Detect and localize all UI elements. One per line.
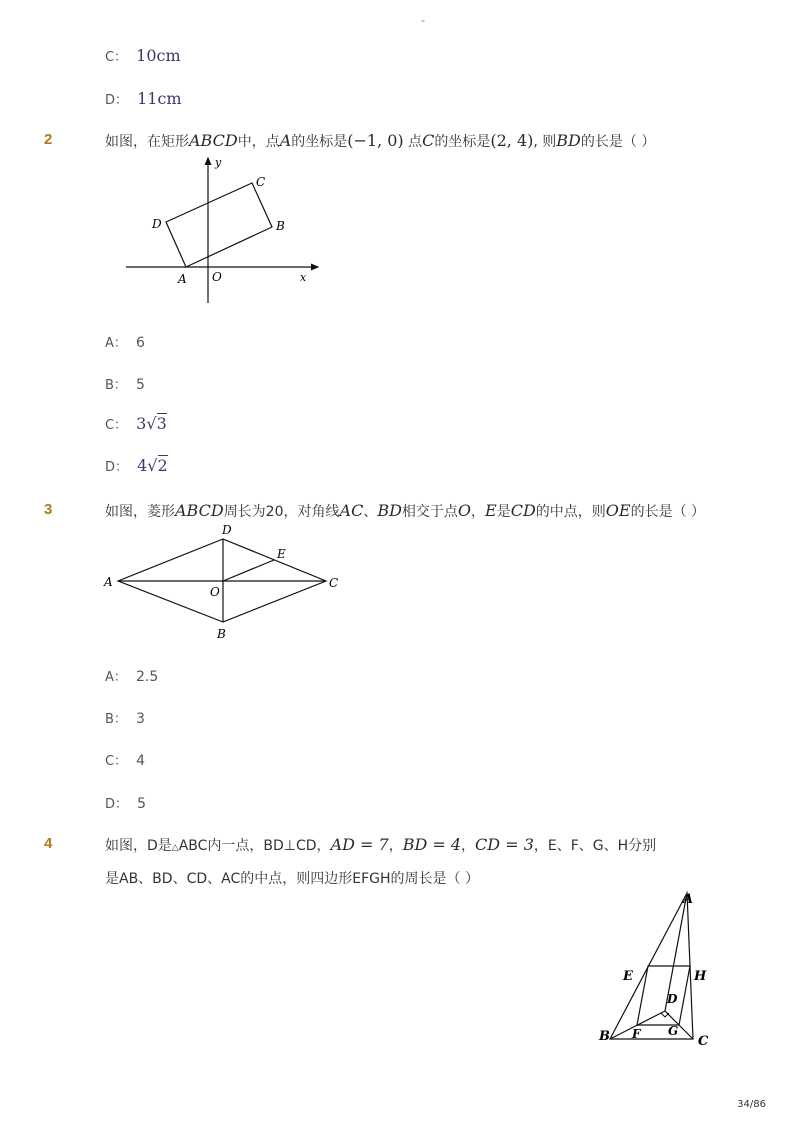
option-letter: C： <box>105 418 128 433</box>
math-segment: CD <box>510 501 536 520</box>
label-c: C <box>329 576 339 590</box>
text-segment: 的坐标是 <box>291 134 348 150</box>
math-segment: OE <box>605 501 631 520</box>
option-letter: C： <box>105 754 128 769</box>
math-segment: AC <box>339 501 364 520</box>
option-letter: D： <box>105 93 129 108</box>
option-value: 11cm <box>137 89 182 108</box>
q2-option-a <box>105 332 145 351</box>
label-c: C <box>698 1034 709 1049</box>
label-b: B <box>276 219 285 233</box>
math-segment: E <box>485 501 497 520</box>
page-top-mark: - <box>421 14 425 27</box>
label-b: B <box>599 1029 610 1044</box>
math-segment: (−1, 0) <box>347 131 404 150</box>
option-value: 6 <box>136 335 145 351</box>
question-3-text <box>105 501 705 521</box>
math-segment: C <box>422 131 435 150</box>
option-letter: A： <box>105 670 127 685</box>
rectangle-abcd <box>166 183 272 267</box>
text-segment: 、 <box>363 504 378 520</box>
q3-option-b <box>105 708 145 727</box>
text-segment: 如图，D是 <box>105 838 172 854</box>
question-number: 4 <box>44 835 53 852</box>
q3-option-a <box>105 666 158 685</box>
label-g: G <box>668 1024 679 1038</box>
text-segment: 的长是（ ） <box>580 134 656 150</box>
triangle-midpoint-figure <box>595 885 720 1050</box>
question-4-text-line2: 是AB、BD、CD、AC的中点，则四边形EFGH的周长是（ ） <box>105 871 479 887</box>
math-segment: O <box>457 501 472 520</box>
option-coefficient: 4 <box>137 456 148 475</box>
option-letter: A： <box>105 336 127 351</box>
text-segment: ，E、F、G、H分别 <box>533 838 657 854</box>
option-value: 4 <box>136 753 146 769</box>
text-segment: 如图，菱形 <box>105 504 175 520</box>
label-h: H <box>694 969 707 984</box>
prev-option-c <box>105 46 181 65</box>
label-o: O <box>210 585 220 599</box>
triangle-symbol: △ <box>171 843 179 853</box>
question-number: 2 <box>44 131 53 148</box>
label-o: O <box>212 270 222 284</box>
q3-option-d <box>105 793 146 812</box>
text-segment: ， <box>388 838 403 854</box>
label-d: D <box>222 523 232 537</box>
right-angle-mark <box>661 1013 669 1017</box>
prev-option-d <box>105 89 182 108</box>
option-letter: D： <box>105 797 129 812</box>
option-value: 10cm <box>136 46 181 65</box>
label-c: C <box>256 175 266 189</box>
text-segment: 如图，在矩形 <box>105 134 189 150</box>
option-letter: B： <box>105 712 127 727</box>
label-b: B <box>217 627 226 641</box>
q2-option-c <box>105 414 167 433</box>
label-f: F <box>632 1027 641 1041</box>
text-segment: 是 <box>496 504 511 520</box>
math-segment: CD = 3 <box>475 835 534 854</box>
math-segment: ABCD <box>189 131 238 150</box>
text-segment: , 则 <box>533 134 557 150</box>
question-4-text-line1 <box>105 835 656 855</box>
question-2-text <box>105 131 655 151</box>
text-segment: 的中点，则 <box>535 504 606 520</box>
label-e: E <box>277 547 286 561</box>
text-segment: ， <box>461 838 476 854</box>
text-segment: 周长为20，对角线 <box>223 504 340 520</box>
math-segment: AD = 7 <box>330 835 389 854</box>
label-e: E <box>623 969 633 984</box>
q2-option-b <box>105 374 145 393</box>
option-letter: C： <box>105 50 128 65</box>
sqrt-sign: √ <box>146 414 157 433</box>
math-segment: BD <box>556 131 581 150</box>
text-segment: 的坐标是 <box>434 134 491 150</box>
option-letter: B： <box>105 378 127 393</box>
page-number: 34/86 <box>737 1099 766 1110</box>
label-a: A <box>178 272 187 286</box>
q2-option-d <box>105 456 168 475</box>
label-a: A <box>104 575 113 589</box>
rectangle-coordinate-figure <box>120 150 335 310</box>
label-d: D <box>152 217 162 231</box>
label-x: x <box>300 271 307 284</box>
radicand: 2 <box>157 456 168 475</box>
text-segment: 点 <box>403 134 423 150</box>
rhombus-figure <box>100 520 345 645</box>
q3-option-c <box>105 750 145 769</box>
option-value: 5 <box>137 796 147 812</box>
option-value: 5 <box>136 377 145 393</box>
question-number: 3 <box>44 501 53 518</box>
option-value: 3 <box>136 711 145 727</box>
label-y: y <box>215 156 222 169</box>
sqrt-sign: √ <box>147 456 158 475</box>
math-segment: ABCD <box>175 501 224 520</box>
text-segment: 的长是（ ） <box>630 504 706 520</box>
label-a: A <box>683 892 694 907</box>
text-segment: ABC内一点，BD⊥CD， <box>178 838 331 854</box>
text-segment: ， <box>471 504 486 520</box>
text-segment: 中，点 <box>237 134 280 150</box>
segment-oe <box>223 560 274 581</box>
option-coefficient: 3 <box>136 414 147 433</box>
math-segment: A <box>279 131 292 150</box>
option-letter: D： <box>105 460 129 475</box>
text-segment: 相交于点 <box>401 504 458 520</box>
math-segment: (2, 4) <box>490 131 534 150</box>
label-d: D <box>667 992 678 1006</box>
math-segment: BD <box>377 501 402 520</box>
math-segment: BD = 4 <box>402 835 462 854</box>
option-value: 2.5 <box>136 669 159 685</box>
radicand: 3 <box>156 414 167 433</box>
